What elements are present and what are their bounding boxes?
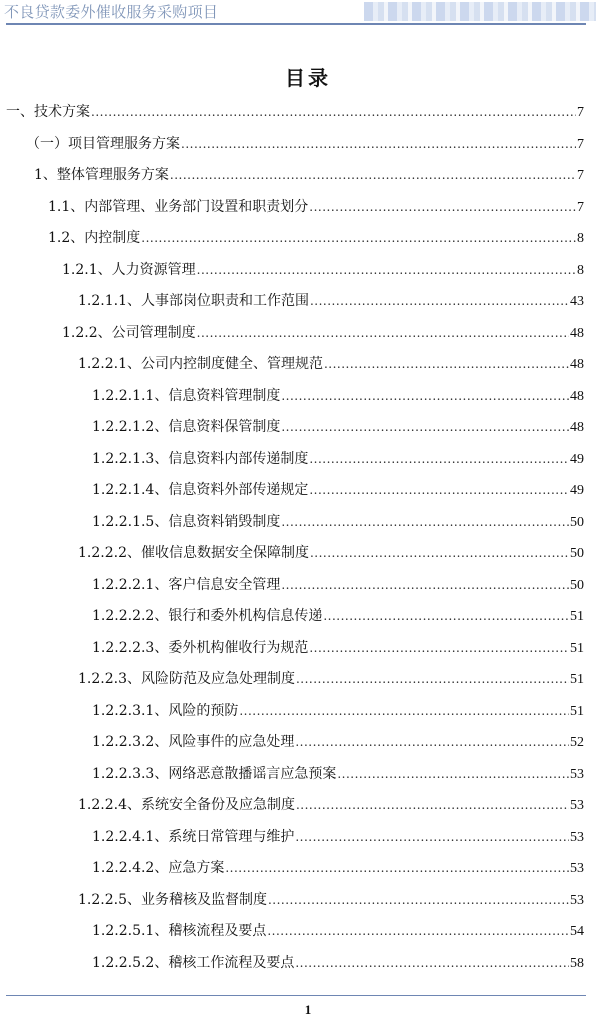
toc-entry-text: 1.2.2.1、公司内控制度健全、管理规范 xyxy=(78,356,323,372)
toc-entry-page: 54 xyxy=(570,924,584,939)
toc-entry-text: 1.2.2.1.4、信息资料外部传递规定 xyxy=(92,482,309,498)
toc-entry[interactable] xyxy=(0,664,616,696)
toc-dot-leader xyxy=(181,129,576,161)
toc-dot-leader xyxy=(310,286,569,318)
toc-entry-page: 49 xyxy=(570,483,584,498)
toc-dot-leader xyxy=(309,192,576,224)
toc-entry-page: 58 xyxy=(570,955,584,971)
toc-entry[interactable] xyxy=(0,822,616,854)
toc-dot-leader xyxy=(170,160,576,192)
toc-list xyxy=(0,97,616,979)
toc-entry[interactable] xyxy=(0,727,616,759)
toc-entry-text: 1.2.2.1.2、信息资料保管制度 xyxy=(92,419,281,435)
toc-entry[interactable] xyxy=(0,192,616,224)
toc-entry-text: 1.2.2.3.2、风险事件的应急处理 xyxy=(92,734,295,750)
toc-dot-leader xyxy=(141,223,576,255)
toc-entry-text: 1.2.2.2.3、委外机构催收行为规范 xyxy=(92,639,309,656)
toc-dot-leader xyxy=(324,349,569,381)
toc-dot-leader xyxy=(296,790,569,822)
toc-dot-leader xyxy=(267,916,569,948)
toc-dot-leader xyxy=(309,444,569,476)
page-header xyxy=(0,0,616,26)
toc-entry-text: 一、技术方案 xyxy=(6,104,90,120)
toc-entry-page: 52 xyxy=(570,735,584,750)
toc-dot-leader xyxy=(309,633,569,665)
toc-entry-text: 1.2.2、公司管理制度 xyxy=(62,324,196,341)
toc-entry-page: 51 xyxy=(570,640,584,656)
toc-entry-text: 1.2.2.1.3、信息资料内部传递制度 xyxy=(92,450,309,467)
toc-entry-page: 50 xyxy=(570,577,584,593)
header-title: 不良贷款委外催收服务采购项目 xyxy=(4,3,219,21)
toc-entry-page: 48 xyxy=(570,420,584,435)
toc-entry-text: 1.2.2.5.2、稽核工作流程及要点 xyxy=(92,954,295,971)
toc-dot-leader xyxy=(323,601,569,633)
toc-dot-leader xyxy=(337,759,569,791)
toc-dot-leader xyxy=(295,822,569,854)
header-divider xyxy=(6,23,586,25)
toc-entry-page: 53 xyxy=(570,861,584,876)
toc-entry[interactable] xyxy=(0,759,616,791)
toc-entry-text: 1、整体管理服务方案 xyxy=(34,167,169,183)
toc-entry-text: 1.2.2.5.1、稽核流程及要点 xyxy=(92,923,267,939)
toc-entry[interactable] xyxy=(0,444,616,476)
toc-entry[interactable] xyxy=(0,160,616,192)
toc-dot-leader xyxy=(309,475,569,507)
toc-entry-page: 53 xyxy=(570,766,584,782)
toc-entry-text: 1.1、内部管理、业务部门设置和职责划分 xyxy=(48,198,309,215)
toc-entry-text: 1.2.2.2.1、客户信息安全管理 xyxy=(92,576,281,593)
toc-entry-text: 1.2、内控制度 xyxy=(48,230,141,246)
toc-entry[interactable] xyxy=(0,223,616,255)
toc-dot-leader xyxy=(281,412,569,444)
toc-dot-leader xyxy=(281,507,569,539)
toc-entry[interactable] xyxy=(0,853,616,885)
toc-entry-text: 1.2.2.1.5、信息资料销毁制度 xyxy=(92,513,281,530)
toc-entry-page: 7 xyxy=(577,168,584,183)
toc-entry-text: 1.2.2.1.1、信息资料管理制度 xyxy=(92,387,281,404)
page-number: 1 xyxy=(304,1002,312,1017)
toc-entry-page: 48 xyxy=(570,325,584,341)
toc-dot-leader xyxy=(295,948,569,980)
toc-entry-page: 51 xyxy=(570,672,584,687)
toc-entry[interactable] xyxy=(0,916,616,948)
toc-entry[interactable] xyxy=(0,475,616,507)
toc-entry-page: 8 xyxy=(577,262,584,278)
toc-entry-text: 1.2.2.3、风险防范及应急处理制度 xyxy=(78,671,295,687)
toc-title: 目录 xyxy=(285,66,331,90)
toc-entry-text: （一）项目管理服务方案 xyxy=(26,135,180,152)
toc-entry[interactable] xyxy=(0,570,616,602)
toc-entry-page: 50 xyxy=(570,514,584,530)
toc-entry[interactable] xyxy=(0,633,616,665)
toc-dot-leader xyxy=(281,381,569,413)
toc-entry-page: 51 xyxy=(570,609,584,624)
toc-dot-leader xyxy=(281,570,569,602)
toc-entry-page: 53 xyxy=(570,892,584,908)
toc-entry-page: 53 xyxy=(570,798,584,813)
toc-entry[interactable] xyxy=(0,349,616,381)
toc-entry-page: 50 xyxy=(570,546,584,561)
toc-entry[interactable] xyxy=(0,255,616,287)
toc-entry[interactable] xyxy=(0,790,616,822)
toc-entry[interactable] xyxy=(0,885,616,917)
toc-entry[interactable] xyxy=(0,412,616,444)
toc-dot-leader xyxy=(296,664,569,696)
toc-entry-page: 51 xyxy=(570,703,584,719)
toc-dot-leader xyxy=(225,853,569,885)
toc-entry-text: 1.2.1、人力资源管理 xyxy=(62,261,196,278)
toc-entry-text: 1.2.2.4.1、系统日常管理与维护 xyxy=(92,828,295,845)
toc-entry-page: 53 xyxy=(570,829,584,845)
toc-entry[interactable] xyxy=(0,538,616,570)
toc-entry-text: 1.2.2.2、催收信息数据安全保障制度 xyxy=(78,545,309,561)
toc-entry-text: 1.2.2.4.2、应急方案 xyxy=(92,860,225,876)
toc-entry-page: 49 xyxy=(570,451,584,467)
toc-entry-page: 8 xyxy=(577,231,584,246)
footer-divider xyxy=(6,995,586,996)
toc-dot-leader xyxy=(310,538,569,570)
toc-entry-text: 1.2.2.2.2、银行和委外机构信息传递 xyxy=(92,608,323,624)
toc-entry[interactable] xyxy=(0,601,616,633)
toc-dot-leader xyxy=(91,97,576,129)
toc-entry[interactable] xyxy=(0,507,616,539)
toc-entry-page: 7 xyxy=(577,136,584,152)
toc-entry-page: 7 xyxy=(577,199,584,215)
toc-entry[interactable] xyxy=(0,129,616,161)
toc-entry-page: 7 xyxy=(577,105,584,120)
toc-entry-page: 43 xyxy=(570,294,584,309)
toc-entry[interactable] xyxy=(0,286,616,318)
toc-entry[interactable] xyxy=(0,318,616,350)
toc-dot-leader xyxy=(268,885,569,917)
header-logo-image xyxy=(364,2,596,21)
toc-dot-leader xyxy=(239,696,569,728)
toc-entry[interactable] xyxy=(0,696,616,728)
toc-dot-leader xyxy=(295,727,569,759)
toc-entry-page: 48 xyxy=(570,388,584,404)
toc-entry-text: 1.2.2.3.1、风险的预防 xyxy=(92,702,239,719)
toc-entry[interactable] xyxy=(0,381,616,413)
toc-entry-text: 1.2.1.1、人事部岗位职责和工作范围 xyxy=(78,293,309,309)
toc-dot-leader xyxy=(197,255,576,287)
toc-entry-text: 1.2.2.3.3、网络恶意散播谣言应急预案 xyxy=(92,765,337,782)
toc-entry[interactable] xyxy=(0,948,616,980)
toc-dot-leader xyxy=(197,318,569,350)
toc-entry-page: 48 xyxy=(570,357,584,372)
toc-entry[interactable] xyxy=(0,97,616,129)
toc-entry-text: 1.2.2.4、系统安全备份及应急制度 xyxy=(78,797,295,813)
toc-entry-text: 1.2.2.5、业务稽核及监督制度 xyxy=(78,891,267,908)
